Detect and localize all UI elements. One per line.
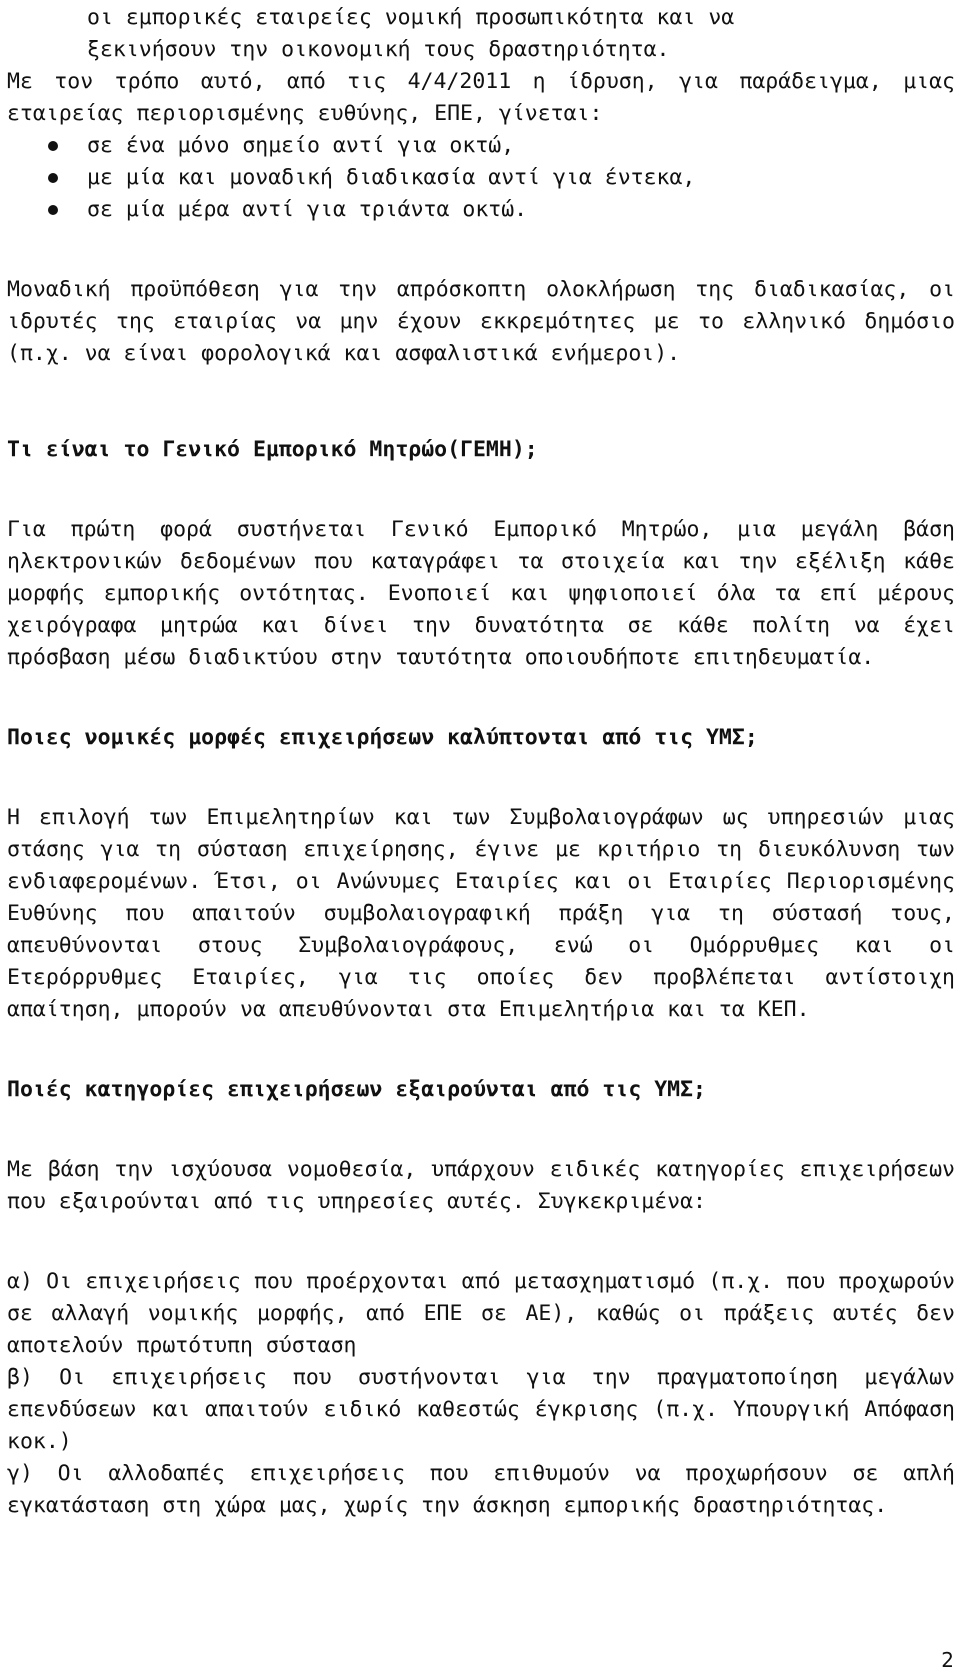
document-page xyxy=(7,2,955,1522)
list-item: σε μία μέρα αντί για τριάντα οκτώ. xyxy=(7,194,955,226)
section-heading-legal-forms: Ποιες νομικές μορφές επιχειρήσεων καλύπτονται από τις ΥΜΣ; xyxy=(7,725,758,750)
exclusion-item-b: β) Οι επιχειρήσεις που συστήνονται για την πραγματοποίηση μεγάλων επενδύσεων και απαιτούν ειδικό καθεστώς έγκρισης (π.χ. Υπουργική Απόφαση κοκ.) xyxy=(7,1365,955,1454)
bullet-icon xyxy=(48,205,58,215)
exclusion-item-a: α) Οι επιχειρήσεις που προέρχονται από μετασχηματισμό (π.χ. που προχωρούν σε αλλαγή νομικής μορφής, από ΕΠΕ σε ΑΕ), καθώς οι πράξεις αυτές δεν αποτελούν πρωτότυπη σύσταση xyxy=(7,1269,955,1358)
legal-forms-paragraph: Η επιλογή των Επιμελητηρίων και των Συμβολαιογράφων ως υπηρεσιών μιας στάσης για τη σύσταση επιχείρησης, έγινε με κριτήριο τη διευκόλυνση των ενδιαφερομένων. Έτσι, οι Ανώνυμες Εταιρίες και οι Εταιρίες Περιορισμένης Ευθύνης που απαιτούν συμβολαιογραφική πράξη για τη σύστασή τους, απευθύνονται στους Συμβολαιογράφους, ενώ οι Ομόρρυθμες και οι Ετερόρρυθμες Εταιρίες, για τις οποίες δεν προβλέπεται αντίστοιχη απαίτηση, μπορούν να απευθύνονται στα Επιμελητήρια και τα ΚΕΠ. xyxy=(7,805,955,1022)
page-number: 2 xyxy=(941,1648,954,1672)
section-heading-exclusions: Ποιές κατηγορίες επιχειρήσεων εξαιρούνται από τις ΥΜΣ; xyxy=(7,1077,706,1102)
intro-continued-line-2: ξεκινήσουν την οικονομική τους δραστηριότητα. xyxy=(87,37,670,62)
gemh-paragraph: Για πρώτη φορά συστήνεται Γενικό Εμπορικό Μητρώο, μια μεγάλη βάση ηλεκτρονικών δεδομένων που καταγράφει τα στοιχεία και την εξέλιξη κάθε μορφής εμπορικής οντότητας. Ενοποιεί και ψηφιοποιεί όλα τα επί μέρους χειρόγραφα μητρώα και δίνει την δυνατότητα σε κάθε πολίτη να έχει πρόσβαση μέσω διαδικτύου στην ταυτότητα οποιουδήποτε επιτηδευματία. xyxy=(7,517,955,670)
bullet-icon xyxy=(48,173,58,183)
bullet-icon xyxy=(48,141,58,151)
benefits-list xyxy=(7,130,955,226)
list-item: με μία και μοναδική διαδικασία αντί για έντεκα, xyxy=(7,162,955,194)
exclusion-item-c: γ) Οι αλλοδαπές επιχειρήσεις που επιθυμούν να προχωρήσουν σε απλή εγκατάσταση στη χώρα μας, χωρίς την άσκηση εμπορικής δραστηριότητας. xyxy=(7,1461,955,1518)
intro-continued-line-1: οι εμπορικές εταιρείες νομική προσωπικότητα και να xyxy=(87,5,735,30)
section-heading-gemh: Τι είναι το Γενικό Εμπορικό Μητρώο(ΓΕΜΗ); xyxy=(7,437,538,462)
exclusions-paragraph: Με βάση την ισχύουσα νομοθεσία, υπάρχουν ειδικές κατηγορίες επιχειρήσεων που εξαιρούνται από τις υπηρεσίες αυτές. Συγκεκριμένα: xyxy=(7,1157,955,1214)
list-item: σε ένα μόνο σημείο αντί για οκτώ, xyxy=(7,130,955,162)
intro-paragraph: Με τον τρόπο αυτό, από τις 4/4/2011 η ίδρυση, για παράδειγμα, μιας εταιρείας περιορισμένης ευθύνης, ΕΠΕ, γίνεται: xyxy=(7,69,955,126)
precondition-paragraph: Μοναδική προϋπόθεση για την απρόσκοπτη ολοκλήρωση της διαδικασίας, οι ιδρυτές της εταιρίας να μην έχουν εκκρεμότητες με το ελληνικό δημόσιο (π.χ. να είναι φορολογικά και ασφαλιστικά ενήμεροι). xyxy=(7,277,955,366)
